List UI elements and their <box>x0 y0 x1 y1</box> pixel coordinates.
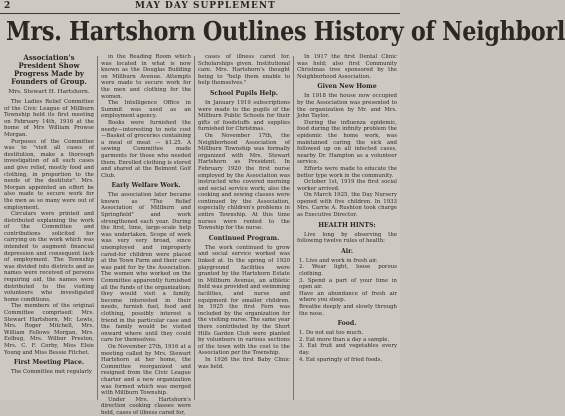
article-subhead: Association's President Show Progress Made by Founders of Group. <box>11 53 87 86</box>
section-heading: Continued Program. <box>208 234 280 242</box>
section-heading: First Meeting Place. <box>13 359 85 367</box>
health-air-item: 1. Live and work in fresh air. <box>299 257 378 264</box>
paragraph: In 1926 the first Baby Clinic was held. <box>198 356 290 370</box>
paragraph: On November 17th, the Neighborhood Association of Millburn Township was formally organized with Mrs. Stewart Hartshorn as President. In February 1920 the first nurse employed by the Association was instructed who covered morning and social service work; also the cooking and sewing classes were continued by the Association, especially children's problems in entire Township. At this time nurses were rented to the Township for the nurse. <box>198 132 290 232</box>
health-air-item: 3. Spend a part of your time in open air. <box>299 277 397 291</box>
paragraph: The Ladies Relief Committee of the Civic League of Millburn Township held its first meeting on February 14th, 1916 at the home of Mrs William Prowse Morgan. <box>4 99 94 138</box>
section-heading: Given New Home <box>317 83 377 91</box>
paragraph: The members of the original Committee comprised: Mrs. Stewart Hartshorn, Mr. Lewis, Mrs. Roger Mitchell, Mrs. William Fellows Morgan, Mrs. Eelbug, Mrs. Wilbur Preston, Mrs. C. F. Corby, Miss Elsie Young and Miss Bessie Fitchet. <box>4 303 94 356</box>
health-hints-title: HEALTH HINTS: <box>318 221 376 229</box>
paragraph: The work continued to grow and social service worked was linked at. In the spring of 1920 playground facilities were granted by the Hartshorn Estate in Millburn Avenue, an athletic field was provided and swimming facilities, and nurse and equipment for smaller children. In 1925 the first Fern was included by the organization for the visiting nurse. The same year there contributed by the Short Hills Garden Club were planted by volunteers in various sections of the town with the cost to the Association per the Township. <box>198 244 290 357</box>
article-column-3 <box>198 54 290 400</box>
paragraph: The Intelligence Office in Summit was used as an employment agency. <box>101 100 191 120</box>
paragraph: Circulars were printed and distributed explaining the work of the Committee and contributions solicited for carrying on the work which was intended to augment financial depression and consequent lack of employment. The Township was divided into districts and as names were received of persons requiring aid, the names were distributed to the visiting volunteers who investigated home conditions. <box>4 211 94 303</box>
health-air-item: 2. Wear light, loose porous clothing. <box>299 264 397 278</box>
supplement-title: MAY DAY SUPPLEMENT <box>135 1 276 11</box>
section-heading: School Pupils Help. <box>210 89 278 97</box>
paragraph: Efforts were made to educate the better type work in the community. <box>297 165 397 179</box>
paragraph: In January 1919 subscriptions were made to the pupils of the Millburn Public Schools for their gifts of foodstuffs and supplies furnished for Christmas. <box>198 99 290 133</box>
header-rule <box>0 13 400 14</box>
paragraph: cases of illness cared for. Scholarships given. Institutional care. Mrs. Hartshorn's thought being to "help them enable to help themselves." <box>198 54 290 87</box>
paragraph: On March 1925, the Day Nursery opened with five children. In 1933 Mrs. Carrie A. Rushton took charge as Executive Director. <box>297 192 397 219</box>
article-column-4 <box>297 54 397 400</box>
paragraph: The association later became known as "The Relief Association of Millburn and Springfield" and work strengthened each year. During the first, time, large-scale help was undertaken. Scope of work was very very broad, since unemployed and improperly cared-for children were placed at the Town Farm and their care was paid for by the Association. The women who worked on the Committee apparently furnished all the funds of the organization; they would visit a family, become interested in their needs, furnish fuel, food and clothing, possibly interest a friend in the particular case and the family would be visited onward where until they could care for themselves. <box>101 192 191 344</box>
paragraph: During the influenza epidemic, food during the infinity problem the epidemic the home work, was maintained caring the sick and followed up on all infected cases, nearby Dr. Hampton as a volunteer service. <box>297 119 397 166</box>
article-column-1 <box>4 54 94 400</box>
section-heading: Early Welfare Work. <box>111 182 181 190</box>
article-column-2 <box>101 54 191 416</box>
health-air-label: Air. <box>341 247 353 255</box>
paragraph: The Committee met regularly <box>11 369 92 376</box>
paragraph: In 1917 the first Dental Clinic was held; also first Community Christmas tree sponsored by the Neighborhood Association. <box>297 54 397 80</box>
health-air-item: Have an abundance of fresh air where you sleep. <box>299 290 397 304</box>
health-food-label: Food. <box>337 320 357 328</box>
headline: Mrs. Hartshorn Outlines History of Neighborl <box>6 17 565 47</box>
paragraph: in the Reading Room which was located in what is now known as the Douglas Building on Millburn Avenue. Attempts were made to secure work for the men and clothing for the women. <box>101 54 191 100</box>
health-food-item: 1. Do not eat too much. <box>299 330 364 337</box>
health-food-item: 3. Eat fruit and vegetables every day. <box>299 343 397 356</box>
health-intro: Live long by observing the following twelve rules of health: <box>297 231 397 245</box>
paragraph: On November 27th, 1916 at a meeting called by Mrs. Stewart Hartshorn at her home, the Committee reorganized and resigned from the Civic League charter and a new organization was formed which was merged with Millburn Township. <box>101 343 191 397</box>
article-byline: Mrs. Stewart H. Hartshorn. <box>8 89 90 95</box>
page-number: 2 <box>4 1 11 11</box>
paragraph: October 1st, 1919 the first social worker arrived. <box>297 179 397 192</box>
health-food-item: 4. Eat sparingly of fried foods. <box>299 356 383 363</box>
health-food-item: 2. Eat more than a day a sample. <box>299 336 390 343</box>
paragraph: Under Mrs. Hartshorn's direction cooking classes were held, cases of illness cared for, <box>101 396 191 416</box>
column-divider <box>97 56 98 400</box>
paragraph: Books were furnished the needy—interesting to note cost—Basket of groceries containing a meal of meat — $1.25. A sewing Committee made garments for those who needed them. Enrolled clothing is stored and shared at the Belmont Golf Club. <box>101 119 191 179</box>
health-air-item: Breathe deeply and slowly through the nose. <box>299 304 397 317</box>
column-divider <box>194 56 195 400</box>
column-divider <box>293 56 294 400</box>
paragraph: In 1918 the house now occupied by the Association was presented to the organization by Mr. and Mrs. John Taylor. <box>297 93 397 120</box>
page-header <box>0 0 400 12</box>
paragraph: Purposes of the Committee was to "visit all cases of destitution, make a thorough investigation of all such cases and give relief, mostly food and clothing, in proportion to the needs of the destitute". Mrs. Morgan appointed an effort be also made to secure work for the men as so many were out of employment. <box>4 138 94 211</box>
